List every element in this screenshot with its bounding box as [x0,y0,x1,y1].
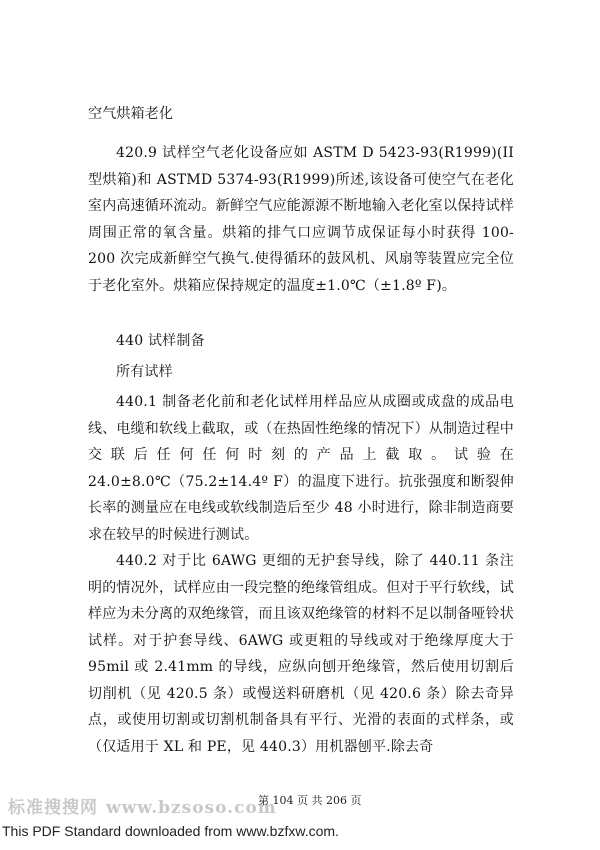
watermark [8,793,277,818]
paragraph-440-2: 440.2 对于比 6AWG 更细的无护套导线，除了 440.11 条注明的情况外，试样应由一段完整的绝缘管组成。但对于平行软线，试样应为未分离的双绝缘管，而且该双绝缘管的材料不足以制备哑铃状试样。对于护套导线、6AWG 或更粗的导线或对于绝缘厚度大于 95mil 或 2.41mm 的导线，应纵向刨开绝缘管，然后使用切割后切削机（见 420.5 条）或慢送料研磨机（见 420.6 条）除去奇异点，或使用切割或切割机制备具有平行、光滑的表面的式样条，或（仅适用于 XL 和 PE，见 440.3）用机器刨平.除去奇 [88,553,514,755]
heading-all-specimens: 所有试样 [116,364,173,380]
watermark-cn: 标准搜搜网 [8,798,98,818]
download-note: This PDF Standard downloaded from www.bzfxw.com. [2,823,339,839]
section-title: 空气烘箱老化 [88,106,174,122]
watermark-site: www.bzsoso.com [106,798,277,818]
page-number: 第 104 页 共 206 页 [258,794,362,807]
paragraph-420-9: 420.9 试样空气老化设备应如 ASTM D 5423-93(R1999)(II 型烘箱)和 ASTMD 5374-93(R1999)所述,该设备可使空气在老化室内高速循环流动。新鲜空气应能源源不断地输入老化室以保持试样周围正常的氧含量。烘箱的排气口应调节成保证每小时获得 100-200 次完成新鲜空气换气.使得循环的鼓风机、风扇等装置应完全位于老化室外。烘箱应保持规定的温度±1.0℃（±1.8º F)。 [88,145,514,294]
paragraph-440-1: 440.1 制备老化前和老化试样用样品应从成圈或成盘的成品电线、电缆和软线上截取，或（在热固性绝缘的情况下）从制造过程中交联后任何任何时刻的产品上截取。试验在 24.0±8.0℃（75.2±14.4º F）的温度下进行。抗张强度和断裂伸长率的测量应在电线或软线制造后至少 48 小时进行，除非制造商要求在较早的时候进行测试。 [88,394,514,543]
heading-440: 440 试样制备 [116,333,205,349]
